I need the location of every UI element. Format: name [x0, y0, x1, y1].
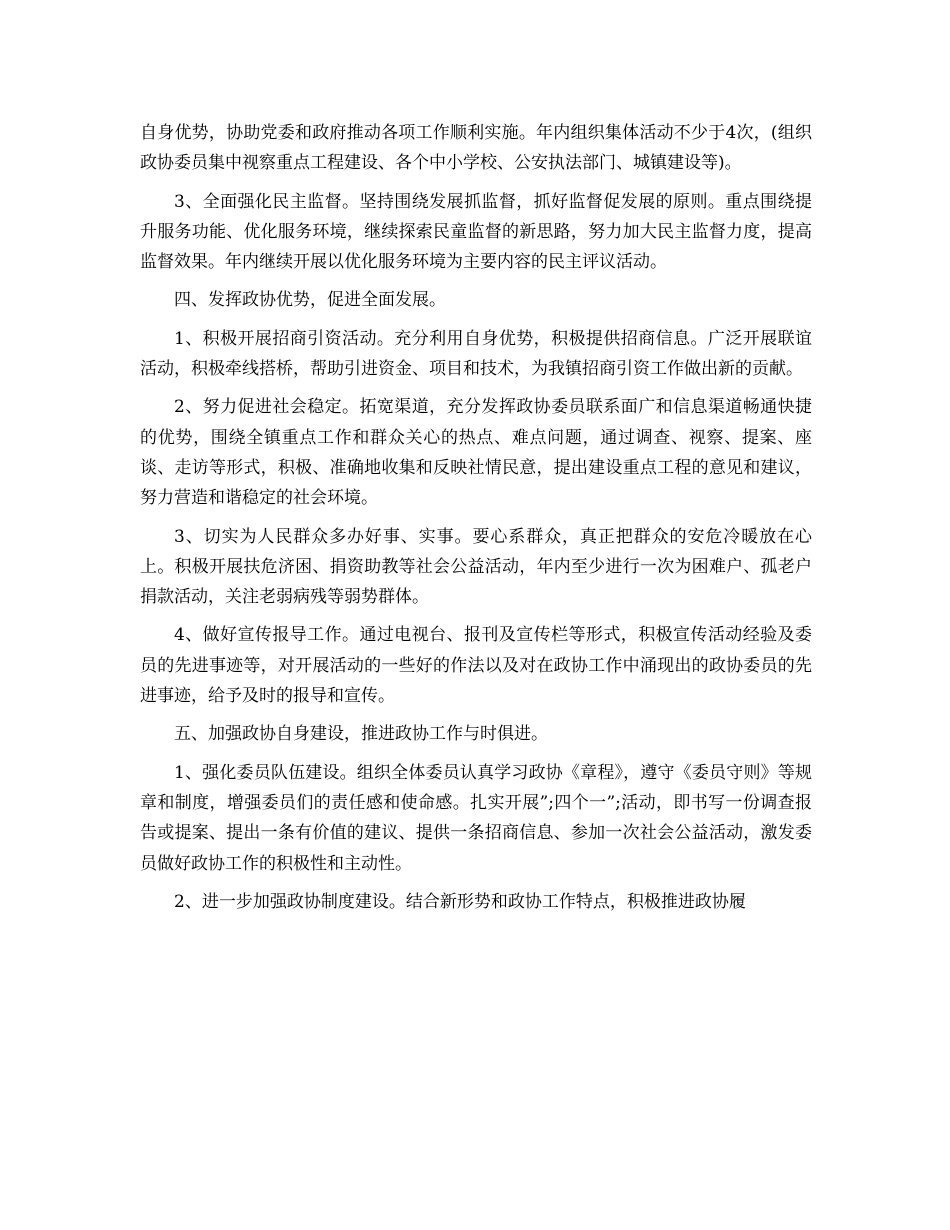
paragraph-4-3: 3、切实为人民群众多办好事、实事。要心系群众，真正把群众的安危冷暖放在心上。积极开展扶危济困、捐资助教等社会公益活动，年内至少进行一次为困难户、孤老户捐款活动，关注老弱病残等弱势群体。 [140, 526, 812, 608]
paragraph-1: 自身优势，协助党委和政府推动各项工作顺利实施。年内组织集体活动不少于4次，(组织政协委员集中视察重点工程建设、各个中小学校、公安执法部门、城镇建设等)。 [140, 123, 812, 174]
paragraph-5-2: 2、进一步加强政协制度建设。结合新形势和政协工作特点，积极推进政协履 [174, 891, 746, 912]
section-heading-4: 四、发挥政协优势，促进全面发展。 [174, 290, 446, 311]
paragraph-4-4: 4、做好宣传报导工作。通过电视台、报刊及宣传栏等形式，积极宣传活动经验及委员的先进事迹等，对开展活动的一些好的作法以及对在政协工作中涌现出的政协委员的先进事迹，给予及时的报导和宣传。 [140, 625, 812, 707]
paragraph-4-2: 2、努力促进社会稳定。拓宽渠道，充分发挥政协委员联系面广和信息渠道畅通快捷的优势，围绕全镇重点工作和群众关心的热点、难点问题，通过调查、视察、提案、座谈、走访等形式，积极、准确地收集和反映社情民意，提出建设重点工程的意见和建议，努力营造和谐稳定的社会环境。 [140, 397, 812, 509]
paragraph-2: 3、全面强化民主监督。坚持围绕发展抓监督，抓好监督促发展的原则。重点围绕提升服务功能、优化服务环境，继续探索民童监督的新思路，努力加大民主监督力度，提高监督效果。年内继续开展以优化服务环境为主要内容的民主评议活动。 [140, 191, 812, 273]
paragraph-5-1: 1、强化委员队伍建设。组织全体委员认真学习政协《章程》，遵守《委员守则》等规章和制度，增强委员们的责任感和使命感。扎实开展”;四个一”;活动，即书写一份调查报告或提案、提出一条有价值的建议、提供一条招商信息、参加一次社会公益活动，激发委员做好政协工作的积极性和主动性。 [140, 762, 812, 874]
document-page [140, 118, 812, 925]
section-heading-5: 五、加强政协自身建设，推进政协工作与时俱进。 [174, 724, 548, 745]
paragraph-4-1: 1、积极开展招商引资活动。充分利用自身优势，积极提供招商信息。广泛开展联谊活动，积极牵线搭桥，帮助引进资金、项目和技术，为我镇招商引资工作做出新的贡献。 [140, 328, 812, 380]
